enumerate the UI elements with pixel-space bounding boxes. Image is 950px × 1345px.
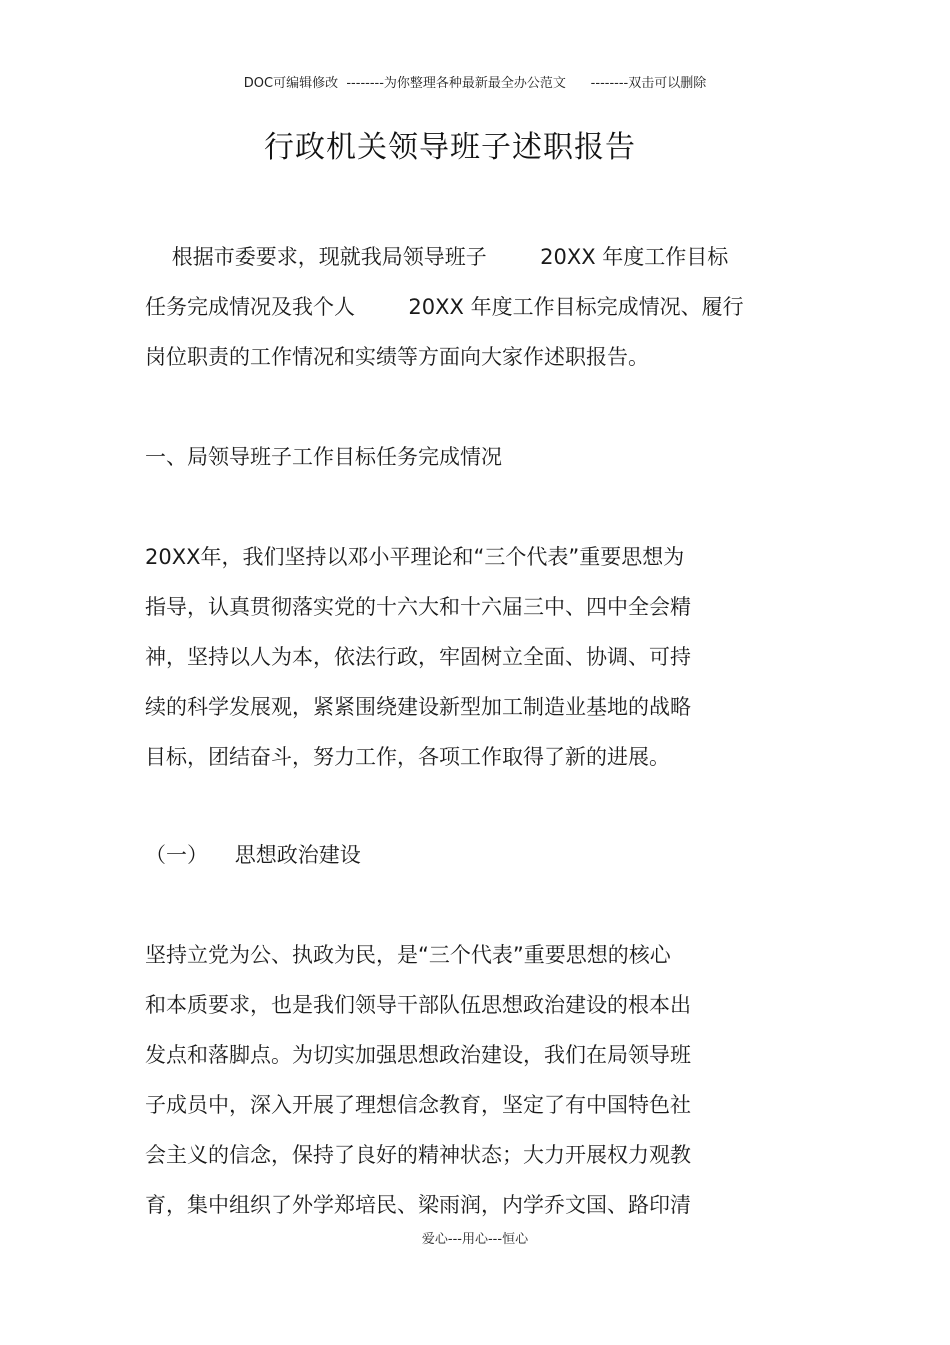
intro-paragraph: [145, 232, 805, 382]
paragraph-line: 发点和落脚点。为切实加强思想政治建设，我们在局领导班: [145, 1043, 691, 1067]
paragraph-line: 子成员中，深入开展了理想信念教育，坚定了有中国特色社: [145, 1093, 691, 1117]
document-title: 行政机关领导班子述职报告: [264, 130, 636, 165]
paragraph-line: 续的科学发展观，紧紧围绕建设新型加工制造业基地的战略: [145, 695, 691, 719]
paragraph-line: 岗位职责的工作情况和实绩等方面向大家作述职报告。: [145, 345, 649, 369]
paragraph-line: 20XX年，我们坚持以邓小平理论和“三个代表”重要思想为: [145, 545, 685, 569]
section1-paragraph: [145, 532, 805, 782]
paragraph-line: 坚持立党为公、执政为民，是“三个代表”重要思想的核心: [145, 943, 671, 967]
section-heading: [145, 432, 805, 482]
subsection-heading-text: （一） 思想政治建设: [145, 843, 361, 867]
paragraph-line: 任务完成情况及我个人 20XX 年度工作目标完成情况、履行: [145, 295, 744, 319]
subsection-heading: [145, 830, 805, 880]
section-heading-text: 一、局领导班子工作目标任务完成情况: [145, 445, 502, 469]
page-footer-note: 爱心---用心---恒心: [421, 1232, 529, 1247]
subsection1-paragraph: [145, 930, 805, 1230]
page-header-note: DOC可编辑修改 --------为你整理各种最新最全办公范文 --------双击可以删除: [243, 76, 707, 91]
paragraph-line: 目标，团结奋斗，努力工作，各项工作取得了新的进展。: [145, 745, 670, 769]
paragraph-line: 会主义的信念，保持了良好的精神状态；大力开展权力观教: [145, 1143, 691, 1167]
paragraph-line: 和本质要求，也是我们领导干部队伍思想政治建设的根本出: [145, 993, 691, 1017]
paragraph-line: 根据市委要求，现就我局领导班子 20XX 年度工作目标: [145, 245, 729, 269]
paragraph-line: 指导，认真贯彻落实党的十六大和十六届三中、四中全会精: [145, 595, 691, 619]
paragraph-line: 神，坚持以人为本，依法行政，牢固树立全面、协调、可持: [145, 645, 691, 669]
paragraph-line: 育，集中组织了外学郑培民、梁雨润，内学乔文国、路印清: [145, 1193, 691, 1217]
